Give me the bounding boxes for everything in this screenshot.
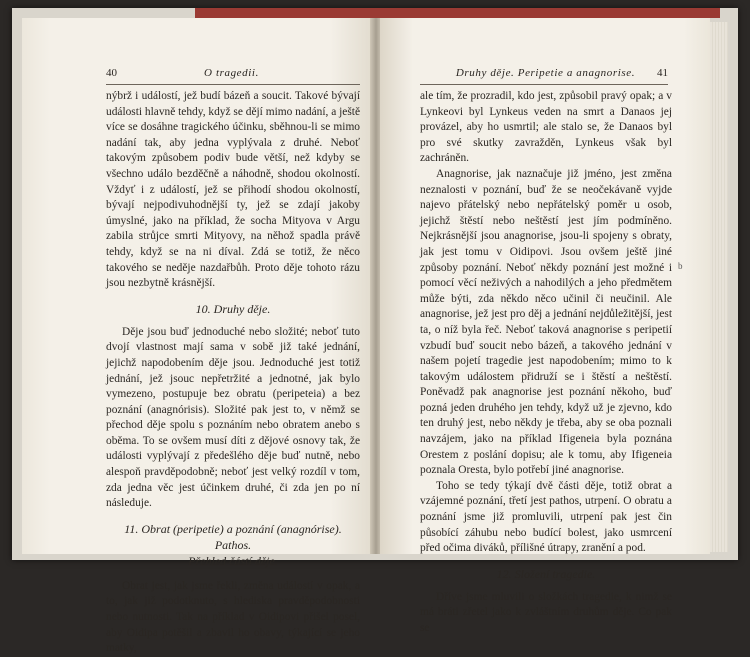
- paragraph: Toho se tedy týkají dvě části děje, totiž obrat a vzájemné poznání, třetí jest pathos, utrpení. O obratu a poznání jsme již promluvili, utrpení pak jest čin působící záhubu nebo budící bolest, jako usmrcení před očima diváků, přílišné útrapy, zranění a pod.: [420, 479, 672, 555]
- book-cover-edge: [195, 8, 720, 18]
- margin-mark: b: [678, 261, 683, 271]
- right-page-text: [420, 89, 672, 637]
- paragraph: Děje jsou buď jednoduché nebo složité; neboť tuto dvojí vlastnost mají sama v sobě již také jednání, jejichž napodobením děje jsou. Jednoduché jest totiž jednání, jež jsouc nepřetržité a jednotné, jak bylo vymezeno, postupuje bez obratu (peripeteia) a bez poznání (anagnórisis). Složité pak jest to, v němž se přechod děje spolu s poznáním nebo obratem anebo s oběma. To se ovšem musí díti z dějové osnovy tak, že události vyplývají z předešlého děje buď nutně, nebo alespoň pravděpodobně; neboť jest velký rozdíl v tom, zda jedna věc jest účinkem druhé, či zda jen po ní následuje.: [106, 325, 360, 510]
- paragraph: ale tím, že prozradil, kdo jest, způsobil pravý opak; a v Lynkeovi byl Lynkeus veden na smrt a Danaos jej provázel, aby ho usmrtil; ale stalo se, že Danaos byl pro své skutky zavražděn, Lynkeus však byl zachráněn.: [420, 90, 672, 165]
- section-heading-11-line1: 11. Obrat (peripetie) a poznání (anagnórise). Pathos.: [124, 521, 342, 552]
- page-block-edge: [710, 22, 728, 552]
- section-heading-12: 12. Složení tragedie.: [496, 566, 596, 581]
- right-running-head: Druhy děje. Peripetie a anagnorise.: [455, 67, 636, 79]
- left-page-header: [106, 66, 360, 85]
- paragraph: Obrat jest, jak jsme řekli, změna událostí v opak, a to, jak již podotknuto, s hlediska pravděpodobnosti nebo nutnosti. Tak na příklad v Oidipovi přišel posel, aby Oidipa potěšil a zbavil ho obavy, týkající se jeho matky,: [106, 579, 360, 655]
- right-page-number: 41: [657, 67, 668, 79]
- left-running-head: O tragedii.: [204, 67, 259, 79]
- right-page: [380, 18, 710, 634]
- left-page-text: [106, 89, 360, 657]
- left-page-number: 40: [106, 67, 117, 79]
- paragraph: nýbrž i událostí, jež budí bázeň a soucit. Takové bývají události hlavně tehdy, když se dějí mimo nadání, a ještě více se dosáhne tragického účinku, sběhnou-li se mimo nadání tak, aby jedna vyplývala z druhé. Neboť takovým způsobem podiv bude větší, než kdyby se všechno událo bezděčně a náhodně, shodou okolností. Vždyť i z událostí, jež se přihodí shodou okolností, bývají nejpodivuhodnější ty, jež se zdají jakoby úmyslné, jako na příklad, že socha Mityova v Argu zabila strůjce smrti Mityovy, na něhož spadla právě tehdy, když se na ni díval. Zdá se totiž, že něco takového se neděje nazdařbůh. Proto děje tohoto rázu jsou nezbytně krásnější.: [106, 90, 360, 290]
- right-page-header: [420, 66, 668, 85]
- paragraph: Dříve jsme mluvili o složkách tragedie, k nimž se má bráti zřetel jako k zvláštním druhům děje. Co pak se: [420, 590, 672, 634]
- paragraph: Anagnorise, jak naznačuje již jméno, jest změna neznalosti v poznání, buď že se neočekávaně vyjde najevo přátelský nebo nepřátelský poměr u osob, jejichž štěstí nebo neštěstí jest jím podmíněno. Nejkrásnější jsou anagnorise, jsou-li spojeny s obraty, jak jest tomu v Oidipovi. Jsou ovšem ještě jiné způsoby poznání. Neboť někdy poznání jest možné i pomocí věcí neživých a nahodilých a jeho předmětem může býti, zda někdo něco učinil či neučinil. Ale anagnorise, jež jest pro děj a jednání nejdůležitější, jest ta, o níž byla řeč. Neboť taková anagnorise s peripetií vzbudí buď soucit nebo bázeň, a takového jednání v našem pojetí tragedie jest napodobením; mimo to k takovým událostem přidruží se i štěstí a neštěstí. Poněvadž pak anagnorise jest poznání někoho, buď pozná jeden druhého jen tehdy, když už je zjevno, kdo ten druhý jest, nebo někdy je třeba, aby se oba poznali navzájem, jako na příklad Ifigeneia byla poznána Orestem z poslání dopisu; ale k tomu, aby Ifigeneia poznala Oresta, bylo potřebí jiné anagnorise.: [420, 167, 672, 477]
- section-heading-10: 10. Druhy děje.: [195, 301, 271, 316]
- section-heading-11-line2: Přehled částí děje.: [188, 553, 278, 568]
- section-heading-11: [106, 521, 360, 569]
- left-page: [22, 18, 372, 655]
